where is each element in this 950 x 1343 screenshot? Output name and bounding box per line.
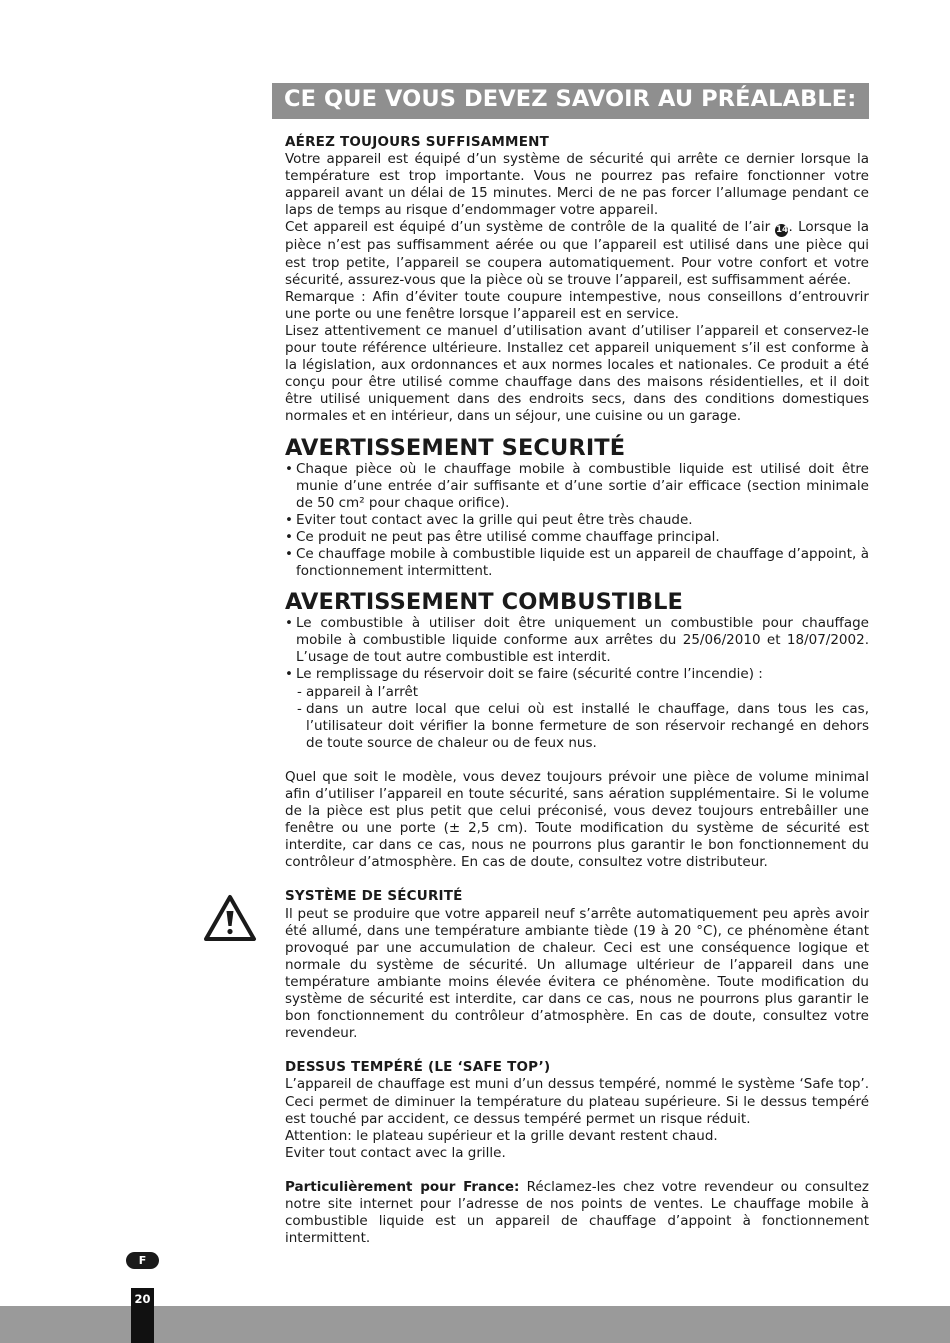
spacer	[285, 1042, 869, 1059]
aerez-heading: AÉREZ TOUJOURS SUFFISAMMENT	[285, 134, 550, 150]
france-label: Particulièrement pour France:	[285, 1178, 520, 1195]
securite-heading: AVERTISSEMENT SECURITÉ	[285, 434, 626, 461]
combustible-bullet-text: Le remplissage du réservoir doit se faire (sécurité contre l’incendie) :	[296, 666, 763, 683]
page-title: CE QUE VOUS DEVEZ SAVOIR AU PRÉALABLE:	[284, 86, 857, 112]
combustible-list	[285, 615, 869, 752]
page-title-banner	[272, 83, 869, 119]
dessus-paragraph-3: Eviter tout contact avec la grille.	[285, 1144, 506, 1161]
aerez-paragraph-2-end: . Lorsque la pièce n’est pas suffisamment aérée ou que l’appareil est utilisé dans une pièce qui est trop petite, l’appareil se coupera automatiquement. Pour votre confort et votre sécurité, assurez-vous que la pièce où se trouve l’appareil, est suffisamment aérée.	[285, 219, 869, 288]
spacer	[285, 1162, 869, 1179]
france-text: Réclamez-les chez votre revendeur ou consultez notre site internet pour l’adresse de nos points de ventes. Le chauffage mobile à combustible liquide est un appareil de chauffage d’appoint à fonctionnement intermittent.	[285, 1178, 869, 1247]
dessus-paragraph-1: L’appareil de chauffage est muni d’un dessus tempéré, nommé le système ‘Safe top’. Ceci permet de diminuer la température du plateau supérieure. Si le dessus tempéré est touché par accident, ce dessus tempéré permet un risque réduit.	[285, 1076, 869, 1127]
reference-number-badge: 14	[776, 225, 788, 236]
volume-paragraph: Quel que soit le modèle, vous devez toujours prévoir une pièce de volume minimal afin d’utiliser l’appareil en toute sécurité, sans aération supplémentaire. Si le volume de la pièce est plus petit que celui préconisé, vous devez toujours entrebâiller une fenêtre ou une porte (± 2,5 cm). Toute modification du système de sécurité est interdite, car dans ce cas, nous ne pourrons plus garantir le bon fonctionnement du contrôleur d’atmosphère. En cas de doute, consultez votre distributeur.	[285, 768, 869, 871]
language-badge: F	[126, 1252, 159, 1269]
main-content	[285, 134, 869, 1247]
aerez-paragraph-1: Votre appareil est équipé d’un système de sécurité qui arrête ce dernier lorsque la température est trop importante. Vous ne pourrez pas refaire fonctionner votre appareil avant un délai de 15 minutes. Merci de ne pas forcer l’allumage pendant ce laps de temps au risque d’endommager votre appareil.	[285, 151, 869, 219]
combustible-dash-item: - dans un autre local que celui où est installé le chauffage, dans tous les cas, l’utilisateur doit vérifier la bonne fermeture de son réservoir rechangé en dehors de toute source de chaleur ou de feux nus.	[296, 701, 869, 752]
aerez-paragraph-2	[285, 219, 869, 288]
aerez-paragraph-3: Remarque : Afin d’éviter toute coupure intempestive, nous conseillons d’entrouvrir une porte ou une fenêtre lorsque l’appareil est en service.	[285, 288, 869, 322]
securite-bullet: • Eviter tout contact avec la grille qui peut être très chaude.	[285, 512, 869, 529]
securite-list	[285, 461, 869, 581]
page-number: 20	[131, 1288, 154, 1343]
combustible-dash-item: - appareil à l’arrêt	[296, 684, 869, 701]
spacer	[285, 871, 869, 888]
combustible-dash-list	[296, 684, 869, 752]
dessus-paragraph-2: Attention: le plateau supérieur et la grille devant restent chaud.	[285, 1127, 718, 1144]
systeme-paragraph: Il peut se produire que votre appareil neuf s’arrête automatiquement peu après avoir été allumé, dans une température ambiante tiède (19 à 20 °C), ce phénomène étant provoqué par une accumulation de chaleur. Ceci est une conséquence logique et normale du système de sécurité. Un allumage ultérieur de l’appareil dans une température ambiante moins élevée évitera ce phénomène. Toute modification du système de sécurité est interdite, car dans ce cas, nous ne pourrons plus garantir le bon fonctionnement du contrôleur d’atmosphère. En cas de doute, consultez votre revendeur.	[285, 905, 869, 1042]
combustible-bullet	[285, 666, 869, 751]
france-paragraph	[285, 1179, 869, 1247]
combustible-bullet: • Le combustible à utiliser doit être uniquement un combustible pour chauffage mobile à combustible liquide conforme aux arrêtes du 25/06/2010 et 18/07/2002. L’usage de tout autre combustible est interdit.	[285, 615, 869, 666]
dessus-heading: DESSUS TEMPÉRÉ (LE ‘SAFE TOP’)	[285, 1059, 551, 1076]
securite-bullet: • Chaque pièce où le chauffage mobile à combustible liquide est utilisé doit être munie d’une entrée d’air suffisante et d’une sortie d’air efficace (section minimale de 50 cm² pour chaque orifice).	[285, 461, 869, 512]
systeme-heading: SYSTÈME DE SÉCURITÉ	[285, 888, 463, 905]
aerez-paragraph-2-start: Cet appareil est équipé d’un système de contrôle de la qualité de l’air	[285, 219, 776, 236]
warning-triangle-icon	[203, 894, 257, 942]
securite-bullet: • Ce chauffage mobile à combustible liquide est un appareil de chauffage d’appoint, à fonctionnement intermittent.	[285, 546, 869, 580]
securite-bullet: • Ce produit ne peut pas être utilisé comme chauffage principal.	[285, 529, 869, 546]
aerez-paragraph-4: Lisez attentivement ce manuel d’utilisation avant d’utiliser l’appareil et conservez-le pour toute référence ultérieure. Installez cet appareil uniquement s’il est conforme à la législation, aux ordonnances et aux normes locales et nationales. Ce produit a été conçu pour être utilisé comme chauffage dans des maisons résidentielles, et il doit être utilisé uniquement dans des endroits secs, dans des conditions domestiques normales et en intérieur, dans un séjour, une cuisine ou un garage.	[285, 322, 869, 425]
combustible-heading: AVERTISSEMENT COMBUSTIBLE	[285, 589, 683, 616]
spacer	[285, 752, 869, 769]
